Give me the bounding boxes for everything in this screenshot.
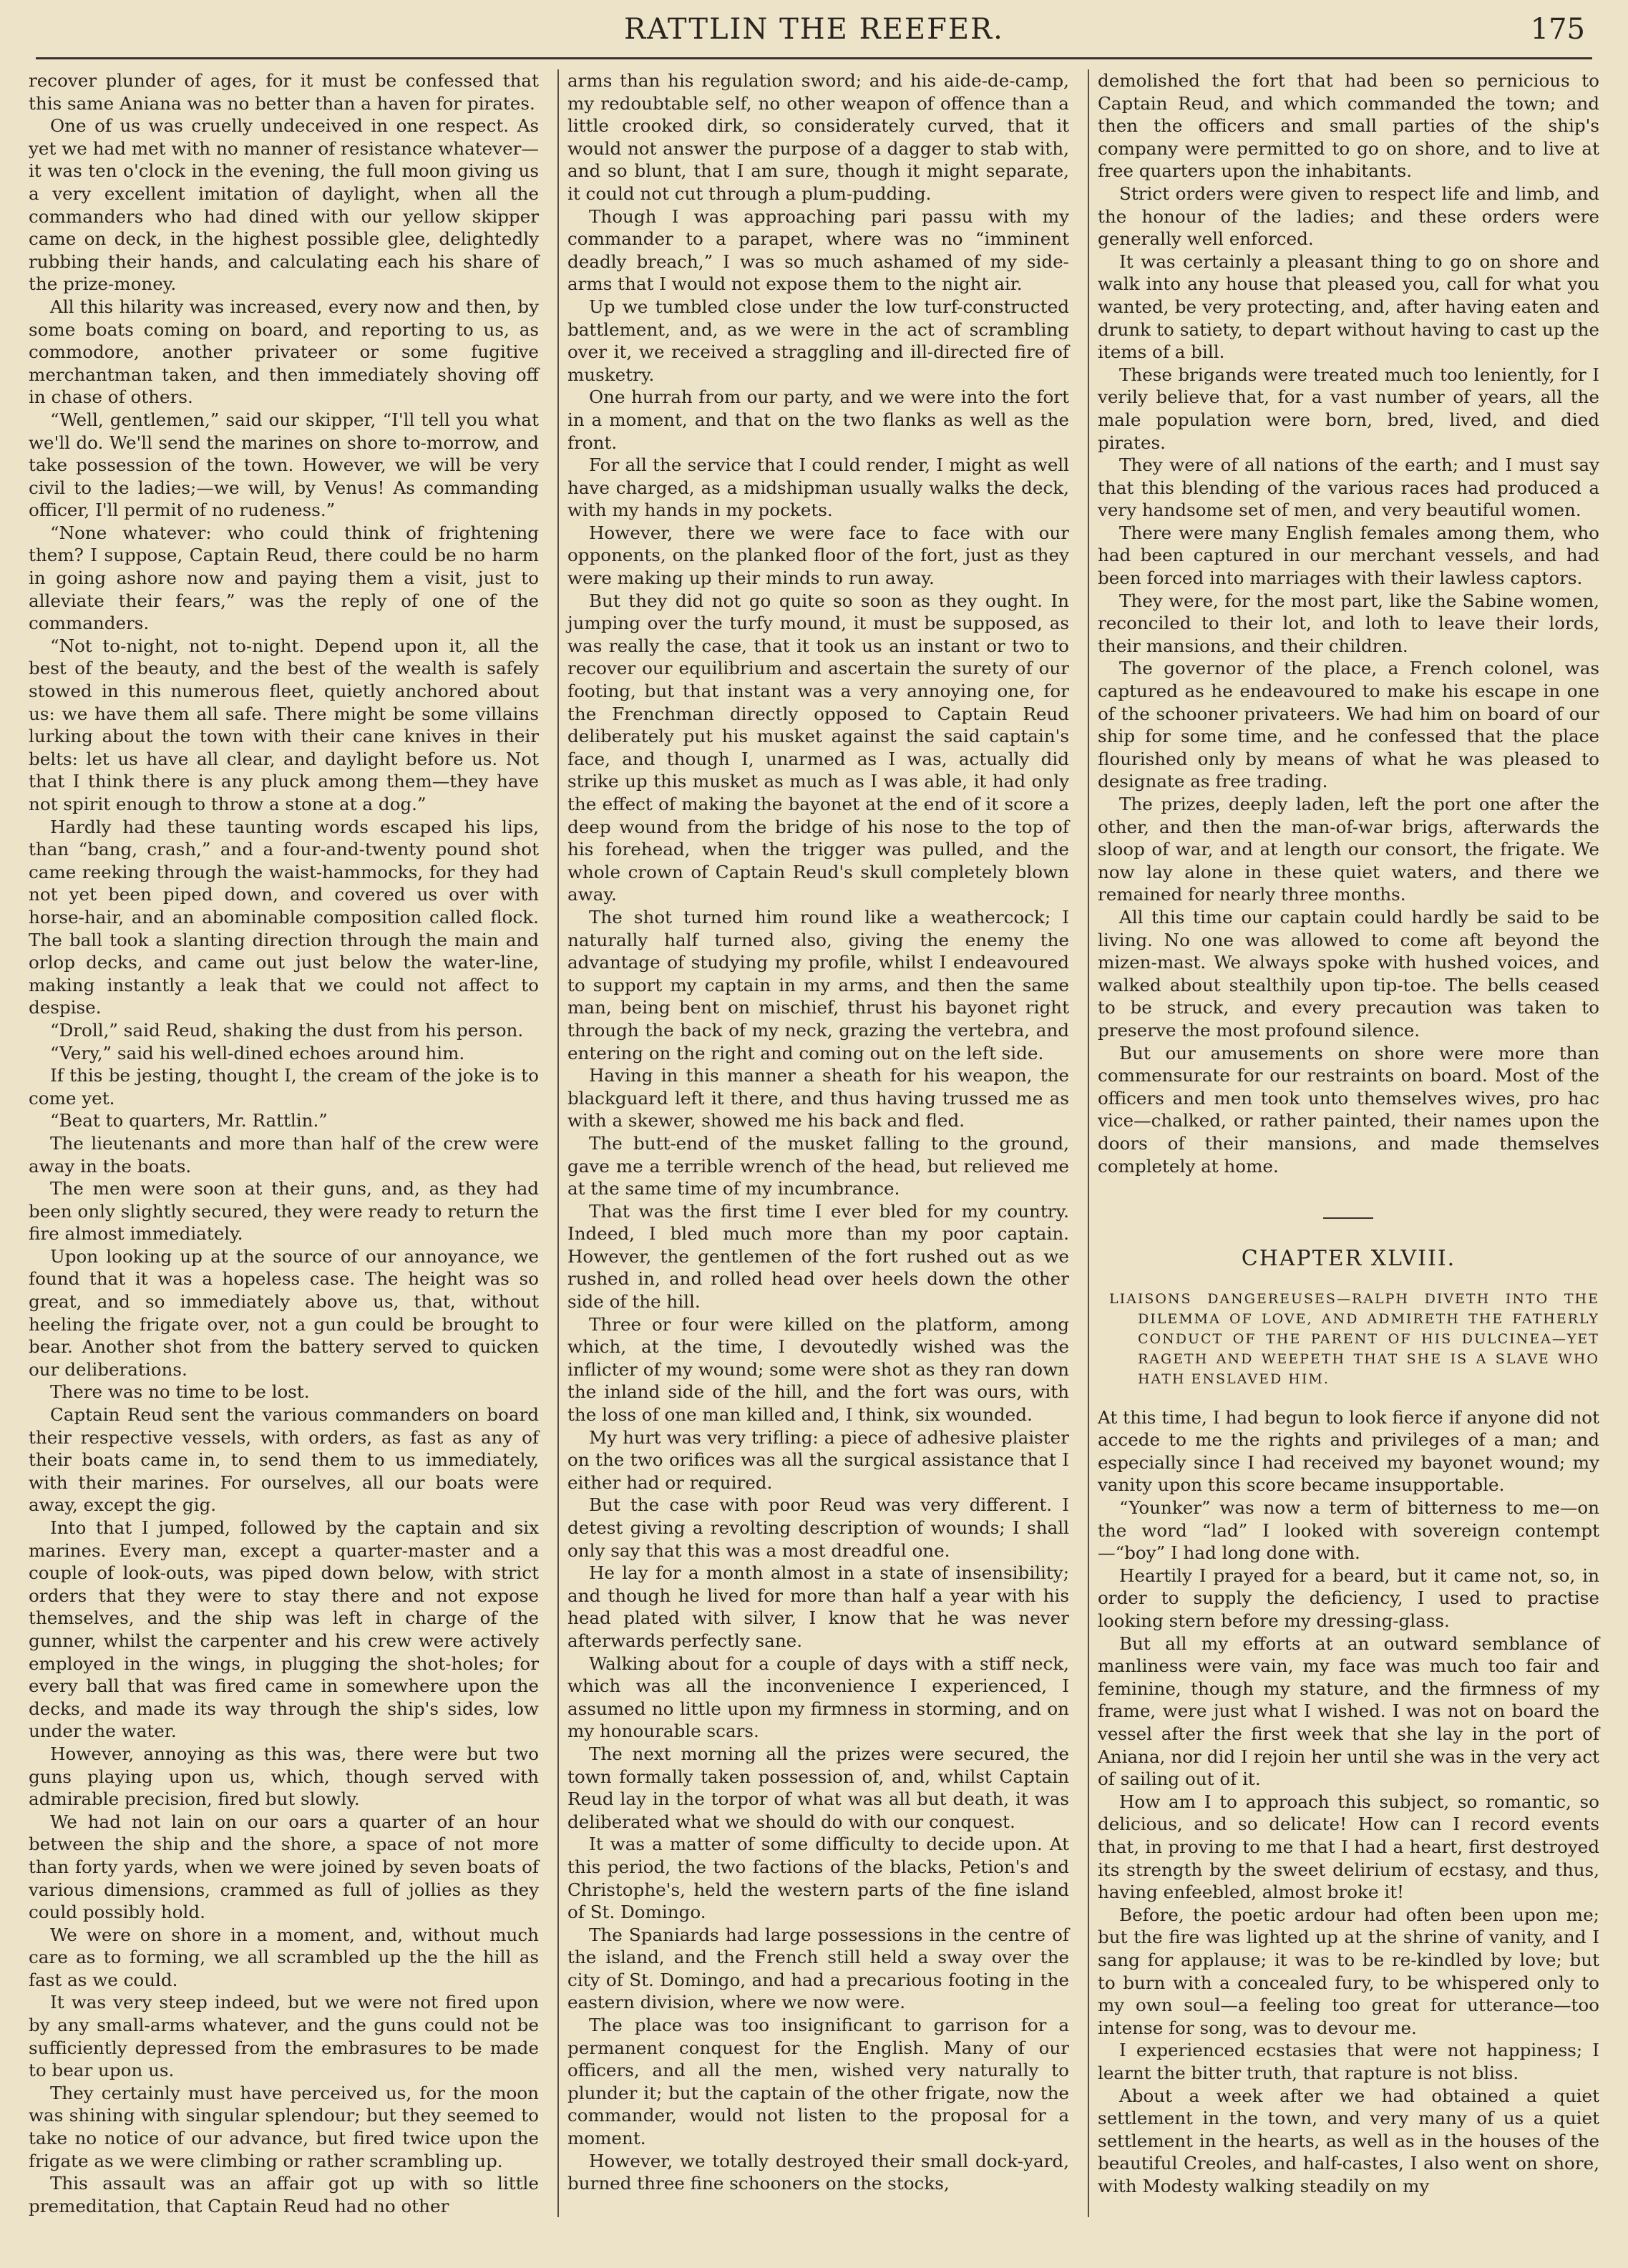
paragraph: At this time, I had begun to look fierce if anyone did not accede to me the rights and privileges of a man; and especially since I had received my bayonet wound; my vanity upon this score became insupportable. [1097,1406,1599,1496]
paragraph: The butt-end of the musket falling to the ground, gave me a terrible wrench of the head, but relieved me at the same time of my incumbrance. [567,1132,1069,1199]
paragraph: Having in this manner a sheath for his weapon, the blackguard left it there, and thus having trussed me as with a skewer, showed me his back and fled. [567,1065,1069,1131]
paragraph: There were many English females among them, who had been captured in our merchant vessels, and had been forced into marriages with their lawless captors. [1097,522,1599,589]
paragraph: One hurrah from our party, and we were into the fort in a moment, and that on the two flanks as well as the front. [567,386,1069,453]
column-2 [557,69,1069,2217]
paragraph: arms than his regulation sword; and his aide-de-camp, my redoubtable self, no other weapon of offence than a little crooked dirk, so considerately curved, that it would not answer the purpose of a dagger to stab with, and so blunt, that I am sure, though it might separate, it could not cut through a plum-pudding. [567,70,1069,204]
paragraph: It was very steep indeed, but we were not fired upon by any small-arms whatever, and the guns could not be sufficiently depressed from the embrasures to be made to bear upon us. [29,1992,539,2081]
running-title: RATTLIN THE REEFER. [624,13,1004,46]
paragraph: The governor of the place, a French colonel, was captured as he endeavoured to make his escape in one of the schooner privateers. We had him on board of our ship for some time, and he confessed that the place flourished only by means of what he was pleased to designate as free trading. [1097,658,1599,792]
page-number: 175 [1530,13,1585,46]
paragraph: But all my efforts at an outward semblance of manliness were vain, my face was much too fair and feminine, though my stature, and the firmness of my frame, were just what I wished. I was not on board the vessel after the first week that she lay in the port of Aniana, nor did I rejoin her until she was in the very act of sailing out of it. [1097,1632,1599,1790]
paragraph: But our amusements on shore were more than commensurate for our restraints on board. Most of the officers and men took unto themselves wives, pro hac vice—chalked, or rather painted, their names upon the doors of their mansions, and made themselves completely at home. [1097,1042,1599,1177]
paragraph: “Not to-night, not to-night. Depend upon it, all the best of the beauty, and the best of the wealth is safely stowed in this numerous fleet, quietly anchored about us: we have them all safe. There might be some villains lurking about the town with their cane knives in their belts: let us have all clear, and daylight before us. Not that I think there is any pluck among them—they have not spirit enough to throw a stone at a dog.” [29,635,539,814]
paragraph: If this be jesting, thought I, the cream of the joke is to come yet. [29,1065,539,1109]
paragraph: But the case with poor Reud was very different. I detest giving a revolting description of wounds; I shall only say that this was a most dreadful one. [567,1494,1069,1561]
paragraph: The Spaniards had large possessions in the centre of the island, and the French still held a sway over the city of St. Domingo, and had a precarious footing in the eastern division, where we now were. [567,1924,1069,2013]
paragraph: Hardly had these taunting words escaped his lips, than “bang, crash,” and a four-and-twenty pound shot came reeking through the waist-hammocks, for they had not yet been piped down, and covered us over with horse-hair, and an abominable composition called flock. The ball took a slanting direction through the main and orlop decks, and came out just below the water-line, making instantly a leak that we could not affect to despise. [29,816,539,1018]
paragraph: Upon looking up at the source of our annoyance, we found that it was a hopeless case. The height was so great, and so immediately above us, that, without heeling the frigate over, not a gun could be brought to bear. Another shot from the battery served to quicken our deliberations. [29,1245,539,1380]
paragraph: “None whatever: who could think of frightening them? I suppose, Captain Reud, there could be no harm in going ashore now and paying them a visit, just to alleviate their fears,” was the reply of one of the commanders. [29,522,539,634]
column-1 [29,69,539,2217]
paragraph: “Beat to quarters, Mr. Rattlin.” [50,1110,328,1131]
paragraph: However, there we were face to face with our opponents, on the planked floor of the fort, just as they were making up their minds to run away. [567,522,1069,589]
paragraph: For all the service that I could render, I might as well have charged, as a midshipman usually walks the deck, with my hands in my pockets. [567,454,1069,521]
paragraph: It was certainly a pleasant thing to go on shore and walk into any house that pleased you, call for what you wanted, be very protecting, and, after having eaten and drunk to satiety, to depart without having to cast up the items of a bill. [1097,250,1599,363]
paragraph: That was the first time I ever bled for my country. Indeed, I bled much more than my poor captain. However, the gentlemen of the fort rushed out as we rushed in, and rolled head over heels down the other side of the hill. [567,1200,1069,1313]
paragraph: Up we tumbled close under the low turf-constructed battlement, and, as we were in the act of scrambling over it, we received a straggling and ill-directed fire of musketry. [567,296,1069,385]
paragraph: recover plunder of ages, for it must be confessed that this same Aniana was no better than a haven for pirates. [29,70,539,114]
paragraph: They were, for the most part, like the Sabine women, reconciled to their lot, and loth to leave their lords, their mansions, and their children. [1097,590,1599,656]
text-columns [29,69,1599,2217]
paragraph: Three or four were killed on the platform, among which, at the time, I devoutedly wished was the inflicter of my wound; some were shot as they ran down the inland side of the hill, and the fort was ours, with the loss of one man killed and, I think, six wounded. [567,1313,1069,1426]
paragraph: demolished the fort that had been so pernicious to Captain Reud, and which commanded the town; and then the officers and small parties of the ship's company were permitted to go on shore, and to live at free quarters upon the inhabitants. [1097,70,1599,182]
paragraph: We were on shore in a moment, and, without much care as to forming, we all scrambled up the the hill as fast as we could. [29,1924,539,1990]
paragraph: Though I was approaching pari passu with my commander to a parapet, where was no “imminent deadly breach,” I was so much ashamed of my side-arms that I would not expose them to the night air. [567,205,1069,295]
paragraph: This assault was an affair got up with so little premeditation, that Captain Reud had no other [29,2173,539,2216]
paragraph: “Younker” was now a term of bitterness to me—on the word “lad” I looked with sovereign contempt—“boy” I had long done with. [1097,1497,1599,1564]
column-3-body [1098,69,1599,1177]
paragraph: All this time our captain could hardly be said to be living. No one was allowed to come aft beyond the mizen-mast. We always spoke with hushed voices, and walked about stealthily upon tip-toe. The bells ceased to be struck, and every precaution was taken to preserve the most profound silence. [1097,906,1599,1041]
paragraph: However, we totally destroyed their small dock-yard, burned three fine schooners on the stocks, [567,2150,1069,2194]
paragraph: The lieutenants and more than half of the crew were away in the boats. [29,1132,539,1177]
paragraph: All this hilarity was increased, every now and then, by some boats coming on board, and reporting to us, as commodore, another privateer or some fugitive merchantman taken, and then immediately shoving off in chase of others. [29,296,539,408]
paragraph: Captain Reud sent the various commanders on board their respective vessels, with orders, as fast as any of their boats came in, to send them to us immediately, with their marines. For ourselves, all our boats were away, except the gig. [29,1404,539,1516]
paragraph: He lay for a month almost in a state of insensibility; and though he lived for more than half a year with his head plated with silver, I know that he was never afterwards perfectly sane. [567,1562,1069,1651]
column-3 [1088,69,1599,2217]
paragraph: “Well, gentlemen,” said our skipper, “I'll tell you what we'll do. We'll send the marines on shore to-morrow, and take possession of the town. However, we will be very civil to the ladies;—we will, by Venus! As commanding officer, I'll permit of no rudeness.” [29,409,539,521]
chapter-body [1098,1406,1599,2198]
paragraph: There was no time to be lost. [50,1381,310,1403]
paragraph: Heartily I prayed for a beard, but it came not, so, in order to supply the deficiency, I used to practise looking stern before my dressing-glass. [1097,1564,1599,1632]
paragraph: How am I to approach this subject, so romantic, so delicious, and so delicate! How can I record events that, in proving to me that I had a heart, first destroyed its strength by the sweet delirium of ecstasy, and thus, having enfeebled, almost broke it! [1097,1791,1599,1903]
paragraph: However, annoying as this was, there were but two guns playing upon us, which, though served with admirable precision, fired but slowly. [29,1743,539,1810]
paragraph: The place was too insignificant to garrison for a permanent conquest for the English. Many of our officers, and all the men, wished very naturally to plunder it; but the captain of the other frigate, now the commander, would not listen to the proposal for a moment. [567,2015,1069,2149]
paragraph: The next morning all the prizes were secured, the town formally taken possession of, and, whilst Captain Reud lay in the torpor of what was all but death, it was deliberated what we should do with our conquest. [567,1743,1069,1832]
paragraph: Strict orders were given to respect life and limb, and the honour of the ladies; and these orders were generally well enforced. [1097,182,1599,250]
chapter-title: CHAPTER XLVIII. [1241,1246,1456,1272]
section-separator [1323,1217,1373,1219]
paragraph: Walking about for a couple of days with a stiff neck, which was all the inconvenience I experienced, I assumed no little upon my firmness in storming, and on my honourable scars. [567,1653,1069,1742]
paragraph: Into that I jumped, followed by the captain and six marines. Every man, except a quarter-master and a couple of look-outs, was piped down below, with strict orders that they were to stay there and not expose themselves, and the ship was left in charge of the gunner, whilst the carpenter and his crew were actively employed in the wings, in plugging the shot-holes; for every ball that was fired came in somewhere upon the decks, and made its way through the ship's sides, low under the water. [29,1517,539,1742]
paragraph: “Very,” said his well-dined echoes around him. [50,1042,465,1064]
paragraph: These brigands were treated much too leniently, for I verily believe that, for a vast number of years, all the male population were born, bred, lived, and died pirates. [1097,364,1599,453]
paragraph: About a week after we had obtained a quiet settlement in the town, and very many of us a quiet settlement in the hearts, as well as in the houses of the beautiful Creoles, and half-castes, I also went on shore, with Modesty walking steadily on my [1097,2085,1599,2196]
paragraph: They were of all nations of the earth; and I must say that this blending of the various races had produced a very handsome set of men, and very beautiful women. [1097,454,1599,521]
paragraph: But they did not go quite so soon as they ought. In jumping over the turfy mound, it must be supposed, as was really the case, that it took us an instant or two to recover our equilibrium and ascertain the surety of our footing, but that instant was a very annoying one, for the Frenchman directly opposed to Captain Reud deliberately put his musket against the said captain's face, and though I, unarmed as I was, actually did strike up this musket as much as I was able, it had only the effect of making the bayonet at the end of it score a deep wound from the bridge of his nose to the top of his forehead, when the trigger was pulled, and the whole crown of Captain Reud's skull completely blown away. [567,590,1069,905]
paragraph: We had not lain on our oars a quarter of an hour between the ship and the shore, a space of not more than forty yards, when we were joined by seven boats of various dimensions, crammed as full of jollies as they could possibly hold. [29,1811,539,1923]
paragraph: I experienced ecstasies that were not happiness; I learnt the bitter truth, that rapture is not bliss. [1097,2040,1599,2083]
paragraph: One of us was cruelly undeceived in one respect. As yet we had met with no manner of resistance whatever—it was ten o'clock in the evening, the full moon giving us a very excellent imitation of daylight, when all the commanders who had dined with our yellow skipper came on deck, in the highest possible glee, delightedly rubbing their hands, and calculating each his share of the prize-money. [29,115,539,295]
paragraph: The shot turned him round like a weathercock; I naturally half turned also, giving the enemy the advantage of studying my profile, whilst I endeavoured to support my captain in my arms, and then the same man, being bent on mischief, thrust his bayonet right through the back of my neck, grazing the vertebra, and entering on the right and coming out on the left side. [567,906,1069,1064]
paragraph: It was a matter of some difficulty to decide upon. At this period, the two factions of the blacks, Petion's and Christophe's, held the western parts of the fine island of St. Domingo. [567,1834,1069,1923]
paragraph: They certainly must have perceived us, for the moon was shining with singular splendour; but they seemed to take no notice of our advance, but fired twice upon the frigate as we were climbing or rather scrambling up. [29,2082,539,2171]
paragraph: The prizes, deeply laden, left the port one after the other, and then the man-of-war brigs, afterwards the sloop of war, and at length our consort, the frigate. We now lay alone in these quiet waters, and there we remained for nearly three months. [1097,794,1599,905]
paragraph: “Droll,” said Reud, shaking the dust from his person. [50,1019,524,1041]
paragraph: Before, the poetic ardour had often been upon me; but the fire was lighted up at the shrine of vanity, and I sang for applause; it was to be re-kindled by love; but to burn with a concealed fury, to be whispered only to my own soul—a feeling too great for utterance—too intense for song, was to devour me. [1097,1904,1599,2038]
page-header [36,7,1592,59]
chapter-summary: LIAISONS DANGEREUSES—RALPH DIVETH INTO THE DILEMMA OF LOVE, AND ADMIRETH THE FATHERLY CONDUCT OF THE PARENT OF HIS DULCINEA—YET RAGETH AND WEEPETH THAT SHE IS A SLAVE WHO HATH ENSLAVED HIM. [1108,1290,1599,1387]
paragraph: My hurt was very trifling: a piece of adhesive plaister on the two orifices was all the surgical assistance that I either had or required. [567,1426,1069,1493]
paragraph: The men were soon at their guns, and, as they had been only slightly secured, they were ready to return the fire almost immediately. [29,1178,539,1245]
